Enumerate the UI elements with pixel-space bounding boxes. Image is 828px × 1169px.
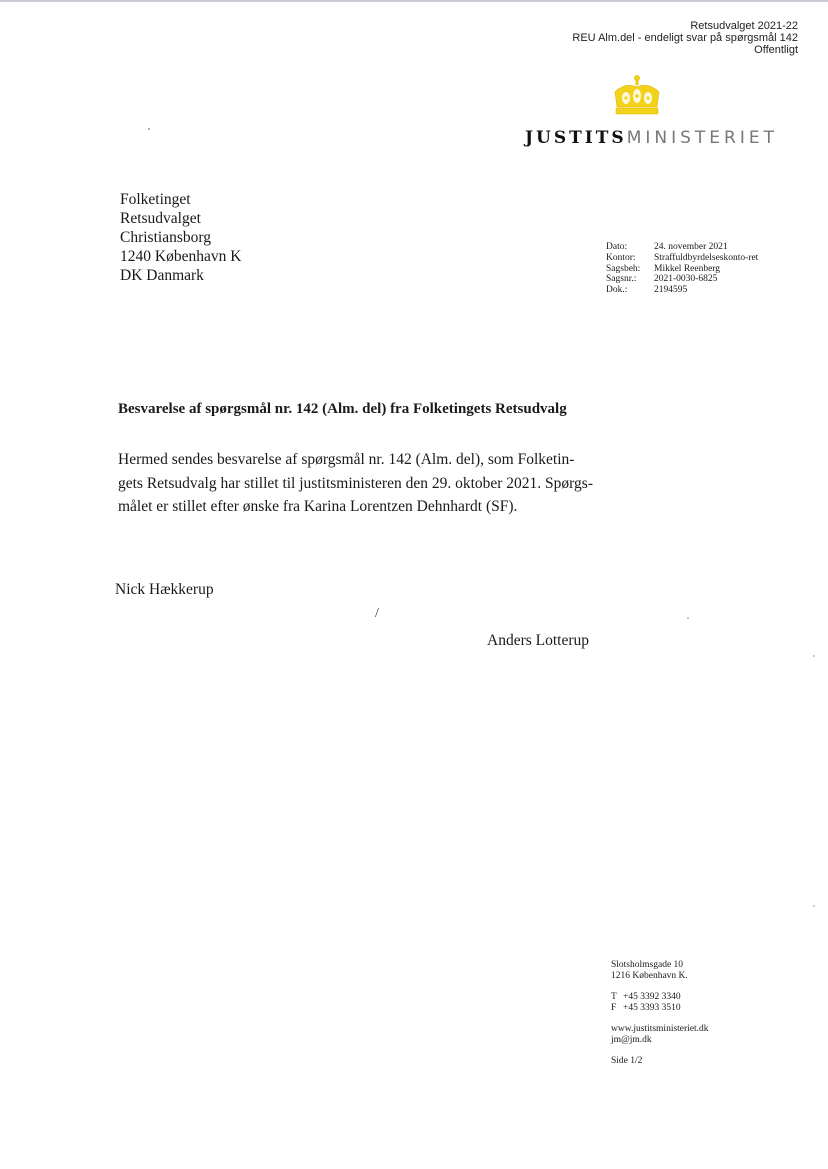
logo-light-part: MINISTERIET bbox=[626, 128, 778, 148]
footer-phones bbox=[611, 992, 709, 1014]
meta-row-office bbox=[606, 253, 769, 264]
signature-separator: / bbox=[375, 606, 379, 621]
recipient-line: DK Danmark bbox=[120, 267, 204, 284]
recipient-line: 1240 København K bbox=[120, 248, 242, 265]
meta-key: Dok.: bbox=[606, 285, 628, 296]
signature-minister: Nick Hækkerup bbox=[115, 581, 214, 598]
footer-email: jm@jm.dk bbox=[611, 1035, 652, 1045]
recipient-line: Retsudvalget bbox=[120, 210, 201, 227]
footer-fax bbox=[611, 1003, 709, 1014]
meta-value: Mikkel Reenberg bbox=[654, 263, 721, 274]
meta-value: 2021-0030-6825 bbox=[654, 274, 718, 285]
body-line: gets Retsudvalg har stillet til justitsministeren den 29. oktober 2021. Spørgs- bbox=[118, 474, 594, 492]
scan-speck bbox=[687, 617, 689, 619]
meta-row-document bbox=[606, 285, 769, 296]
scan-speck bbox=[813, 655, 815, 657]
phone-number: +45 3392 3340 bbox=[623, 992, 681, 1002]
phone-label: T bbox=[611, 992, 617, 1002]
letter-subject: Besvarelse af spørgsmål nr. 142 (Alm. del) fra Folketingets Retsudvalg bbox=[118, 401, 567, 417]
meta-row-case-number bbox=[606, 274, 769, 285]
ministry-logo bbox=[525, 128, 778, 148]
page-number: Side 1/2 bbox=[611, 1056, 643, 1066]
document-reference-header bbox=[572, 20, 798, 56]
meta-key: Kontor: bbox=[606, 252, 636, 263]
committee-label: Retsudvalget 2021-22 bbox=[690, 20, 798, 32]
recipient-line: Christiansborg bbox=[120, 229, 211, 246]
scan-speck bbox=[148, 128, 150, 130]
footer-city: 1216 København K. bbox=[611, 971, 688, 981]
ministry-contact-footer bbox=[611, 960, 709, 1067]
logo-bold-part: JUSTITS bbox=[525, 128, 627, 148]
meta-row-caseworker bbox=[606, 264, 769, 275]
royal-crown-icon bbox=[611, 74, 663, 118]
publicity-status: Offentligt bbox=[754, 44, 798, 56]
meta-key: Sagsbeh: bbox=[606, 263, 641, 274]
recipient-address bbox=[120, 190, 241, 285]
fax-number: +45 3393 3510 bbox=[623, 1003, 681, 1013]
meta-value: Straffuldbyrdelseskonto-ret bbox=[654, 252, 759, 263]
meta-key: Dato: bbox=[606, 242, 628, 252]
page-top-border bbox=[0, 0, 828, 2]
meta-value: 2194595 bbox=[654, 285, 688, 296]
meta-value: 24. november 2021 bbox=[654, 242, 728, 252]
fax-label: F bbox=[611, 1003, 617, 1013]
signature-official: Anders Lotterup bbox=[487, 632, 590, 649]
case-metadata bbox=[606, 242, 769, 296]
meta-row-date bbox=[606, 242, 769, 253]
meta-key: Sagsnr.: bbox=[606, 274, 637, 285]
footer-online bbox=[611, 1024, 709, 1046]
recipient-line: Folketinget bbox=[120, 191, 191, 208]
scan-speck bbox=[813, 905, 815, 907]
body-line: målet er stillet efter ønske fra Karina Lorentzen Dehnhardt (SF). bbox=[118, 498, 518, 515]
footer-street: Slotsholmsgade 10 bbox=[611, 960, 684, 970]
letter-body bbox=[118, 448, 608, 519]
footer-address bbox=[611, 960, 709, 982]
footer-website: www.justitsministeriet.dk bbox=[611, 1024, 709, 1034]
footer-phone bbox=[611, 992, 709, 1003]
body-line: Hermed sendes besvarelse af spørgsmål nr. 142 (Alm. del), som Folketin- bbox=[118, 451, 575, 468]
document-reference: REU Alm.del - endeligt svar på spørgsmål 142 bbox=[572, 32, 798, 44]
